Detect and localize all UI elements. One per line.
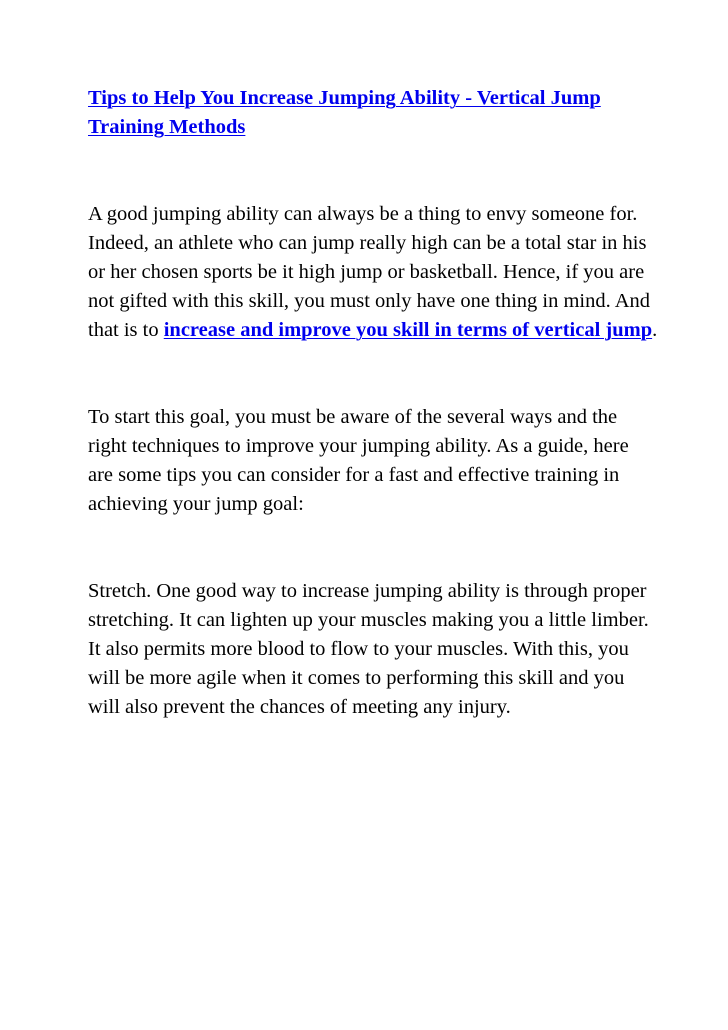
document-page (88, 84, 658, 722)
document-title (88, 84, 658, 142)
title-link[interactable]: Tips to Help You Increase Jumping Ability - Vertical Jump Training Methods (88, 87, 601, 138)
paragraph-intro (88, 200, 658, 345)
paragraph-intro-text: A good jumping ability can always be a thing to envy someone for. Indeed, an athlete who can jump really high can be a total star in his or her chosen sports be it high jump or basketball. Hence, if you are not gifted with this skill, you must only have one thing in mind. And that is to (88, 203, 651, 341)
paragraph-techniques: To start this goal, you must be aware of the several ways and the right techniques to improve your jumping ability. As a guide, here are some tips you can consider for a fast and effective training in achieving your jump goal: (88, 406, 629, 515)
paragraph-intro-end: . (652, 319, 658, 341)
vertical-jump-link[interactable]: increase and improve you skill in terms of vertical jump (163, 319, 653, 341)
paragraph-stretch: Stretch. One good way to increase jumping ability is through proper stretching. It can lighten up your muscles making you a little limber. It also permits more blood to flow to your muscles. With this, you will be more agile when it comes to performing this skill and you will also prevent the chances of meeting any injury. (88, 580, 649, 718)
